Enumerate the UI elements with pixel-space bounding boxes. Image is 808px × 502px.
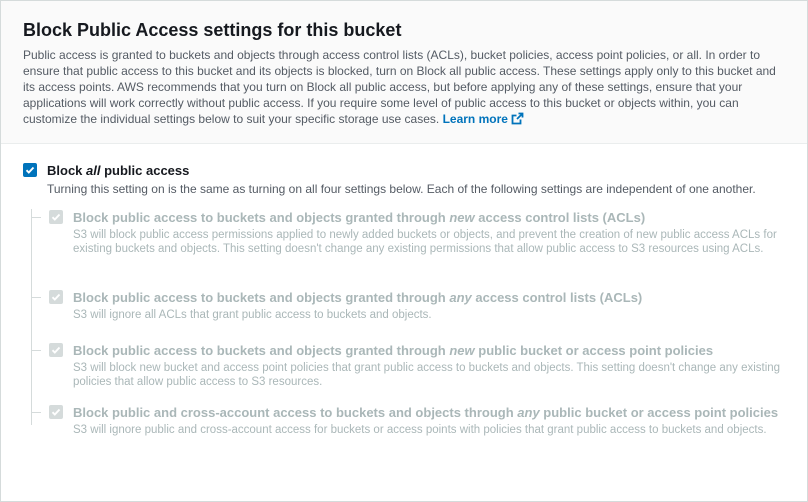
tree-elbow	[31, 297, 41, 298]
block-all-title-part: public access	[100, 163, 190, 178]
settings-body	[1, 144, 807, 474]
setting-title-part: Block public access to buckets and objects granted through	[73, 290, 450, 305]
sub-settings-tree	[31, 209, 785, 474]
section-title: Block Public Access settings for this bucket	[23, 20, 402, 40]
check-icon	[25, 165, 35, 175]
tree-elbow	[31, 217, 41, 218]
block-all-checkbox[interactable]	[23, 163, 37, 177]
setting-title-emphasis: new	[449, 343, 475, 358]
setting-label	[73, 209, 785, 256]
setting-title-emphasis: any	[449, 290, 472, 305]
setting-any-acls-checkbox	[49, 290, 63, 304]
external-link-icon	[511, 112, 524, 129]
setting-title-part: Block public access to buckets and objects granted through	[73, 343, 450, 358]
section-description	[23, 47, 785, 129]
setting-title	[73, 209, 785, 227]
setting-title	[73, 404, 778, 422]
setting-title-emphasis: new	[449, 210, 475, 225]
setting-new-policies	[31, 342, 785, 404]
setting-new-acls	[31, 209, 785, 289]
setting-title-part: public bucket or access point policies	[474, 343, 714, 358]
setting-title-part: access control lists (ACLs)	[471, 290, 643, 305]
setting-new-policies-checkbox	[49, 343, 63, 357]
setting-title	[73, 342, 785, 360]
setting-description: S3 will ignore all ACLs that grant public access to buckets and objects.	[73, 309, 432, 321]
block-all-title	[47, 162, 756, 179]
check-icon	[51, 407, 61, 417]
learn-more-link[interactable]	[443, 112, 524, 126]
setting-title	[73, 289, 642, 307]
block-all-title-part: Block	[47, 163, 87, 178]
setting-title-part: Block public and cross-account access to buckets and objects through	[73, 405, 518, 420]
setting-any-acls	[31, 289, 785, 342]
setting-label	[73, 289, 642, 322]
setting-title-part: public bucket or access point policies	[539, 405, 779, 420]
block-all-description: Turning this setting on is the same as turning on all four settings below. Each of the following settings are independent of one another.	[47, 182, 756, 196]
setting-title-part: Block public access to buckets and objects granted through	[73, 210, 450, 225]
setting-label	[73, 404, 778, 437]
setting-title-part: access control lists (ACLs)	[474, 210, 646, 225]
block-all-row	[23, 162, 785, 197]
setting-description: S3 will block new bucket and access point policies that grant public access to buckets and objects. This setting doesn't change any existing policies that allow public access to S3 resources.	[73, 362, 781, 388]
check-icon	[51, 292, 61, 302]
check-icon	[51, 212, 61, 222]
check-icon	[51, 345, 61, 355]
setting-any-policies	[31, 404, 785, 474]
learn-more-label: Learn more	[442, 112, 508, 126]
tree-elbow	[31, 350, 41, 351]
block-all-title-emphasis: all	[86, 163, 101, 178]
section-header	[1, 1, 807, 144]
block-all-label	[47, 162, 756, 197]
setting-description: S3 will ignore public and cross-account access for buckets or access points with policies that grant public access to buckets and objects.	[73, 424, 767, 436]
setting-title-emphasis: any	[517, 405, 540, 420]
setting-label	[73, 342, 785, 389]
setting-any-policies-checkbox	[49, 405, 63, 419]
setting-new-acls-checkbox	[49, 210, 63, 224]
setting-description: S3 will block public access permissions applied to newly added buckets or objects, and prevent the creation of new public access ACLs for existing buckets and objects. This setting doesn't change any existing permissions that allow public access to S3 resources using ACLs.	[73, 229, 777, 255]
tree-elbow	[31, 412, 41, 413]
section-description-text: Public access is granted to buckets and objects through access control lists (ACLs), bucket policies, access point policies, or all. In order to ensure that public access to this bucket and its objects is blocked, turn on Block all public access. These settings apply only to this bucket and its access points. AWS recommends that you turn on Block all public access, but before applying any of these settings, ensure that your applications will work correctly without public access. If you require some level of public access to this bucket or objects within, you can customize the individual settings below to suit your specific storage use cases.	[23, 48, 776, 126]
